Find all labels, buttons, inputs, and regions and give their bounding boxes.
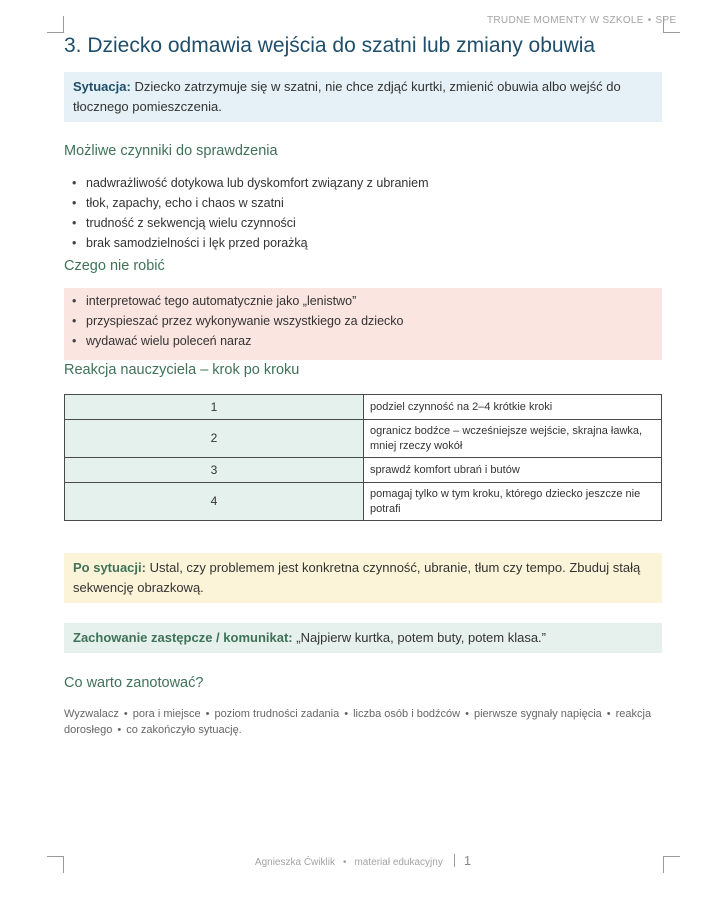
situation-text: Dziecko zatrzymuje się w szatni, nie chce zdjąć kurtki, zmienić obuwia albo wejść do tłocznego pomieszczenia.: [73, 79, 621, 114]
note-separator: •: [117, 724, 122, 736]
replacement-text: „Najpierw kurtka, potem buty, potem klasa.”: [296, 630, 546, 645]
note-separator: •: [123, 708, 128, 720]
steps-heading: Reakcja nauczyciela – krok po kroku: [64, 362, 300, 378]
after-situation-text: Ustal, czy problemem jest konkretna czynność, ubranie, tłum czy tempo. Zbuduj stałą sekwencję obrazkową.: [73, 560, 641, 595]
dont-heading: Czego nie robić: [64, 258, 165, 274]
situation-label: Sytuacja:: [73, 79, 131, 94]
running-header-title: TRUDNE MOMENTY W SZKOLE: [487, 15, 644, 26]
table-row: [65, 458, 662, 483]
step-number: 1: [65, 395, 364, 420]
page-footer: [0, 853, 726, 868]
notes-heading: Co warto zanotować?: [64, 675, 204, 691]
running-header: [442, 15, 677, 26]
after-situation-box: [64, 553, 662, 603]
step-text: sprawdź komfort ubrań i butów: [364, 458, 662, 483]
note-item: reakcja dorosłego: [64, 708, 652, 736]
list-item: • przyspieszać przez wykonywanie wszystkiego za dziecko: [72, 311, 654, 331]
footer-note: materiał edukacyjny: [354, 857, 443, 868]
list-item: • trudność z sekwencją wielu czynności: [72, 213, 429, 233]
step-number: 4: [65, 483, 364, 521]
step-text: podziel czynność na 2–4 krótkie kroki: [364, 395, 662, 420]
notes-list: [64, 706, 662, 738]
situation-box: [64, 72, 662, 122]
dont-list: [72, 291, 654, 351]
table-row: [65, 483, 662, 521]
running-header-cut: SPE: [655, 15, 677, 26]
step-number: 2: [65, 420, 364, 458]
footer-divider: [454, 854, 455, 867]
step-number: 3: [65, 458, 364, 483]
note-item: Wyzwalacz: [64, 708, 119, 720]
note-separator: •: [344, 708, 349, 720]
dont-box: [64, 288, 662, 360]
step-text: pomagaj tylko w tym kroku, którego dziecko jeszcze nie potrafi: [364, 483, 662, 521]
step-text: ogranicz bodźce – wcześniejsze wejście, skrajna ławka, mniej rzeczy wokół: [364, 420, 662, 458]
page-number: 1: [463, 853, 472, 868]
note-separator: •: [465, 708, 469, 720]
list-item: • nadwrażliwość dotykowa lub dyskomfort związany z ubraniem: [72, 173, 429, 193]
list-item: • wydawać wielu poleceń naraz: [72, 331, 654, 351]
note-item: pierwsze sygnały napięcia: [473, 708, 602, 720]
note-item: pora i miejsce: [132, 708, 201, 720]
running-header-separator: •: [647, 15, 652, 26]
table-row: [65, 395, 662, 420]
footer-separator: •: [342, 857, 347, 868]
factors-heading: Możliwe czynniki do sprawdzenia: [64, 143, 278, 159]
note-item: co zakończyło sytuację.: [126, 724, 242, 736]
list-item: • brak samodzielności i lęk przed porażką: [72, 233, 429, 253]
steps-table: [64, 394, 662, 521]
table-row: [65, 420, 662, 458]
note-item: liczba osób i bodźców: [353, 708, 461, 720]
list-item: • interpretować tego automatycznie jako „lenistwo”: [72, 291, 654, 311]
after-situation-label: Po sytuacji:: [73, 560, 146, 575]
factors-list: [72, 173, 429, 253]
replacement-label: Zachowanie zastępcze / komunikat:: [73, 630, 293, 645]
note-separator: •: [606, 708, 611, 720]
note-separator: •: [205, 708, 210, 720]
footer-author: Agnieszka Ćwiklik: [254, 857, 335, 868]
crop-mark-top-left: [47, 16, 64, 33]
replacement-box: [64, 623, 662, 653]
list-item: • tłok, zapachy, echo i chaos w szatni: [72, 193, 429, 213]
page-title: 3. Dziecko odmawia wejścia do szatni lub zmiany obuwia: [64, 34, 596, 57]
note-item: poziom trudności zadania: [214, 708, 340, 720]
